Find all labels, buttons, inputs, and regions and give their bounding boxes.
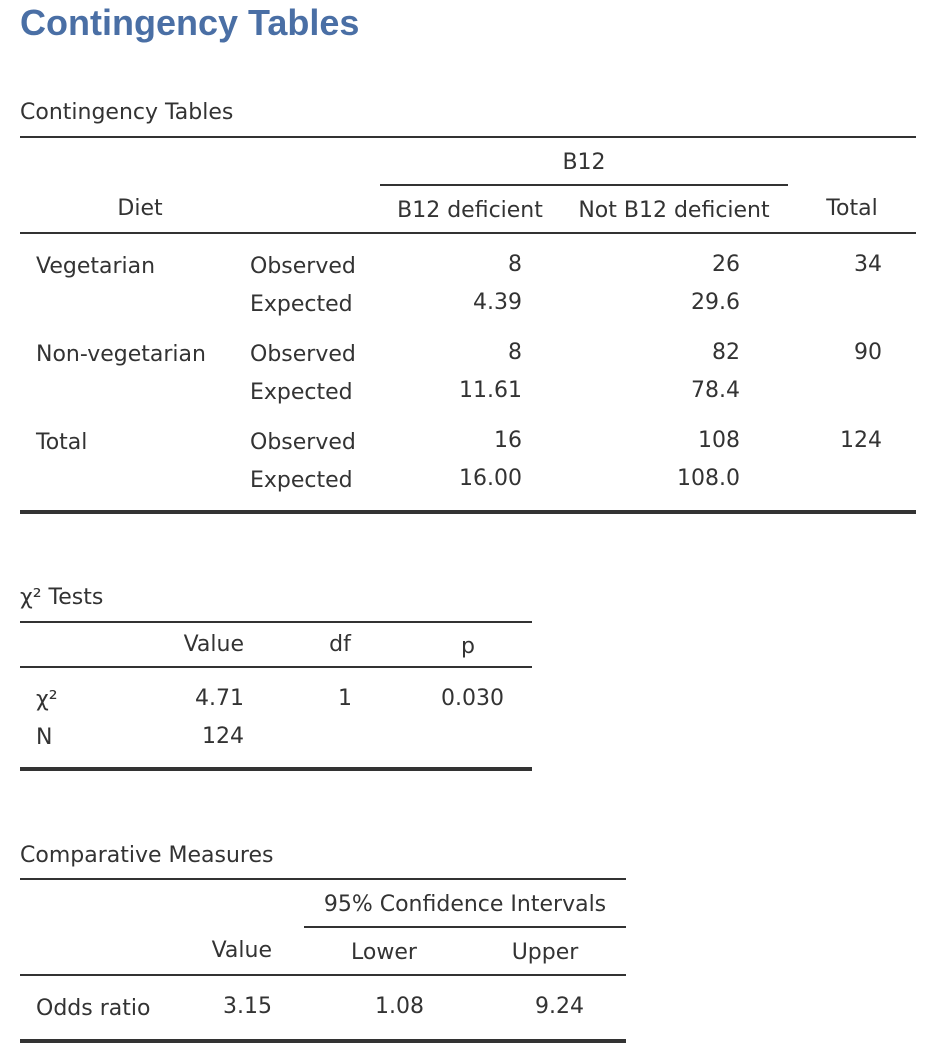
column-header: Total: [826, 196, 878, 221]
column-header: B12 deficient: [397, 198, 543, 223]
table-cell: 108.0: [677, 466, 740, 491]
table-caption: Contingency Tables: [20, 100, 234, 125]
table-top-rule: [20, 621, 532, 623]
table-cell: 26: [712, 252, 740, 277]
row-label: N: [36, 725, 53, 750]
table-top-rule: [20, 878, 626, 880]
observed-label: Observed: [250, 342, 356, 367]
table-cell: 4.39: [473, 290, 522, 315]
header-rule: [20, 232, 916, 234]
column-group-header: 95% Confidence Intervals: [323, 892, 607, 917]
column-header: df: [329, 632, 351, 657]
table-cell: 3.15: [223, 994, 272, 1019]
table-cell: 82: [712, 340, 740, 365]
table-caption: Comparative Measures: [20, 843, 274, 868]
column-header: Value: [183, 632, 244, 657]
table-cell: 8: [508, 340, 522, 365]
expected-label: Expected: [250, 380, 353, 405]
table-cell: 16: [494, 428, 522, 453]
table-cell: 1: [338, 686, 352, 711]
table-cell: 124: [202, 724, 244, 749]
column-header: Upper: [511, 940, 579, 965]
row-label: Odds ratio: [36, 996, 151, 1021]
column-group-rule: [304, 926, 626, 928]
column-header: Not B12 deficient: [578, 198, 770, 223]
table-cell: 108: [698, 428, 740, 453]
row-label: χ²: [36, 687, 58, 712]
column-header: p: [461, 634, 475, 659]
column-header: Value: [211, 938, 272, 963]
table-cell: 124: [840, 428, 882, 453]
row-label: Total: [36, 430, 88, 455]
observed-label: Observed: [250, 254, 356, 279]
table-cell: 29.6: [691, 290, 740, 315]
observed-label: Observed: [250, 430, 356, 455]
table-bottom-rule: [20, 1039, 626, 1043]
table-bottom-rule: [20, 510, 916, 514]
expected-label: Expected: [250, 292, 353, 317]
table-cell: 11.61: [459, 378, 522, 403]
column-group-header: B12: [562, 150, 606, 175]
expected-label: Expected: [250, 468, 353, 493]
table-cell: 34: [854, 252, 882, 277]
table-cell: 90: [854, 340, 882, 365]
table-cell: 78.4: [691, 378, 740, 403]
column-group-rule: [380, 184, 788, 186]
row-label: Vegetarian: [36, 254, 156, 279]
table-top-rule: [20, 136, 916, 138]
table-cell: 9.24: [535, 994, 584, 1019]
table-cell: 1.08: [375, 994, 424, 1019]
table-cell: 4.71: [195, 686, 244, 711]
table-cell: 16.00: [459, 466, 522, 491]
page-title: Contingency Tables: [20, 2, 360, 43]
column-header: Lower: [351, 940, 417, 965]
row-variable-header: Diet: [117, 196, 163, 221]
table-caption: χ² Tests: [20, 585, 104, 610]
header-rule: [20, 974, 626, 976]
table-cell: 8: [508, 252, 522, 277]
row-label: Non-vegetarian: [36, 342, 206, 367]
table-bottom-rule: [20, 767, 532, 771]
header-rule: [20, 666, 532, 668]
table-cell: 0.030: [441, 686, 504, 711]
